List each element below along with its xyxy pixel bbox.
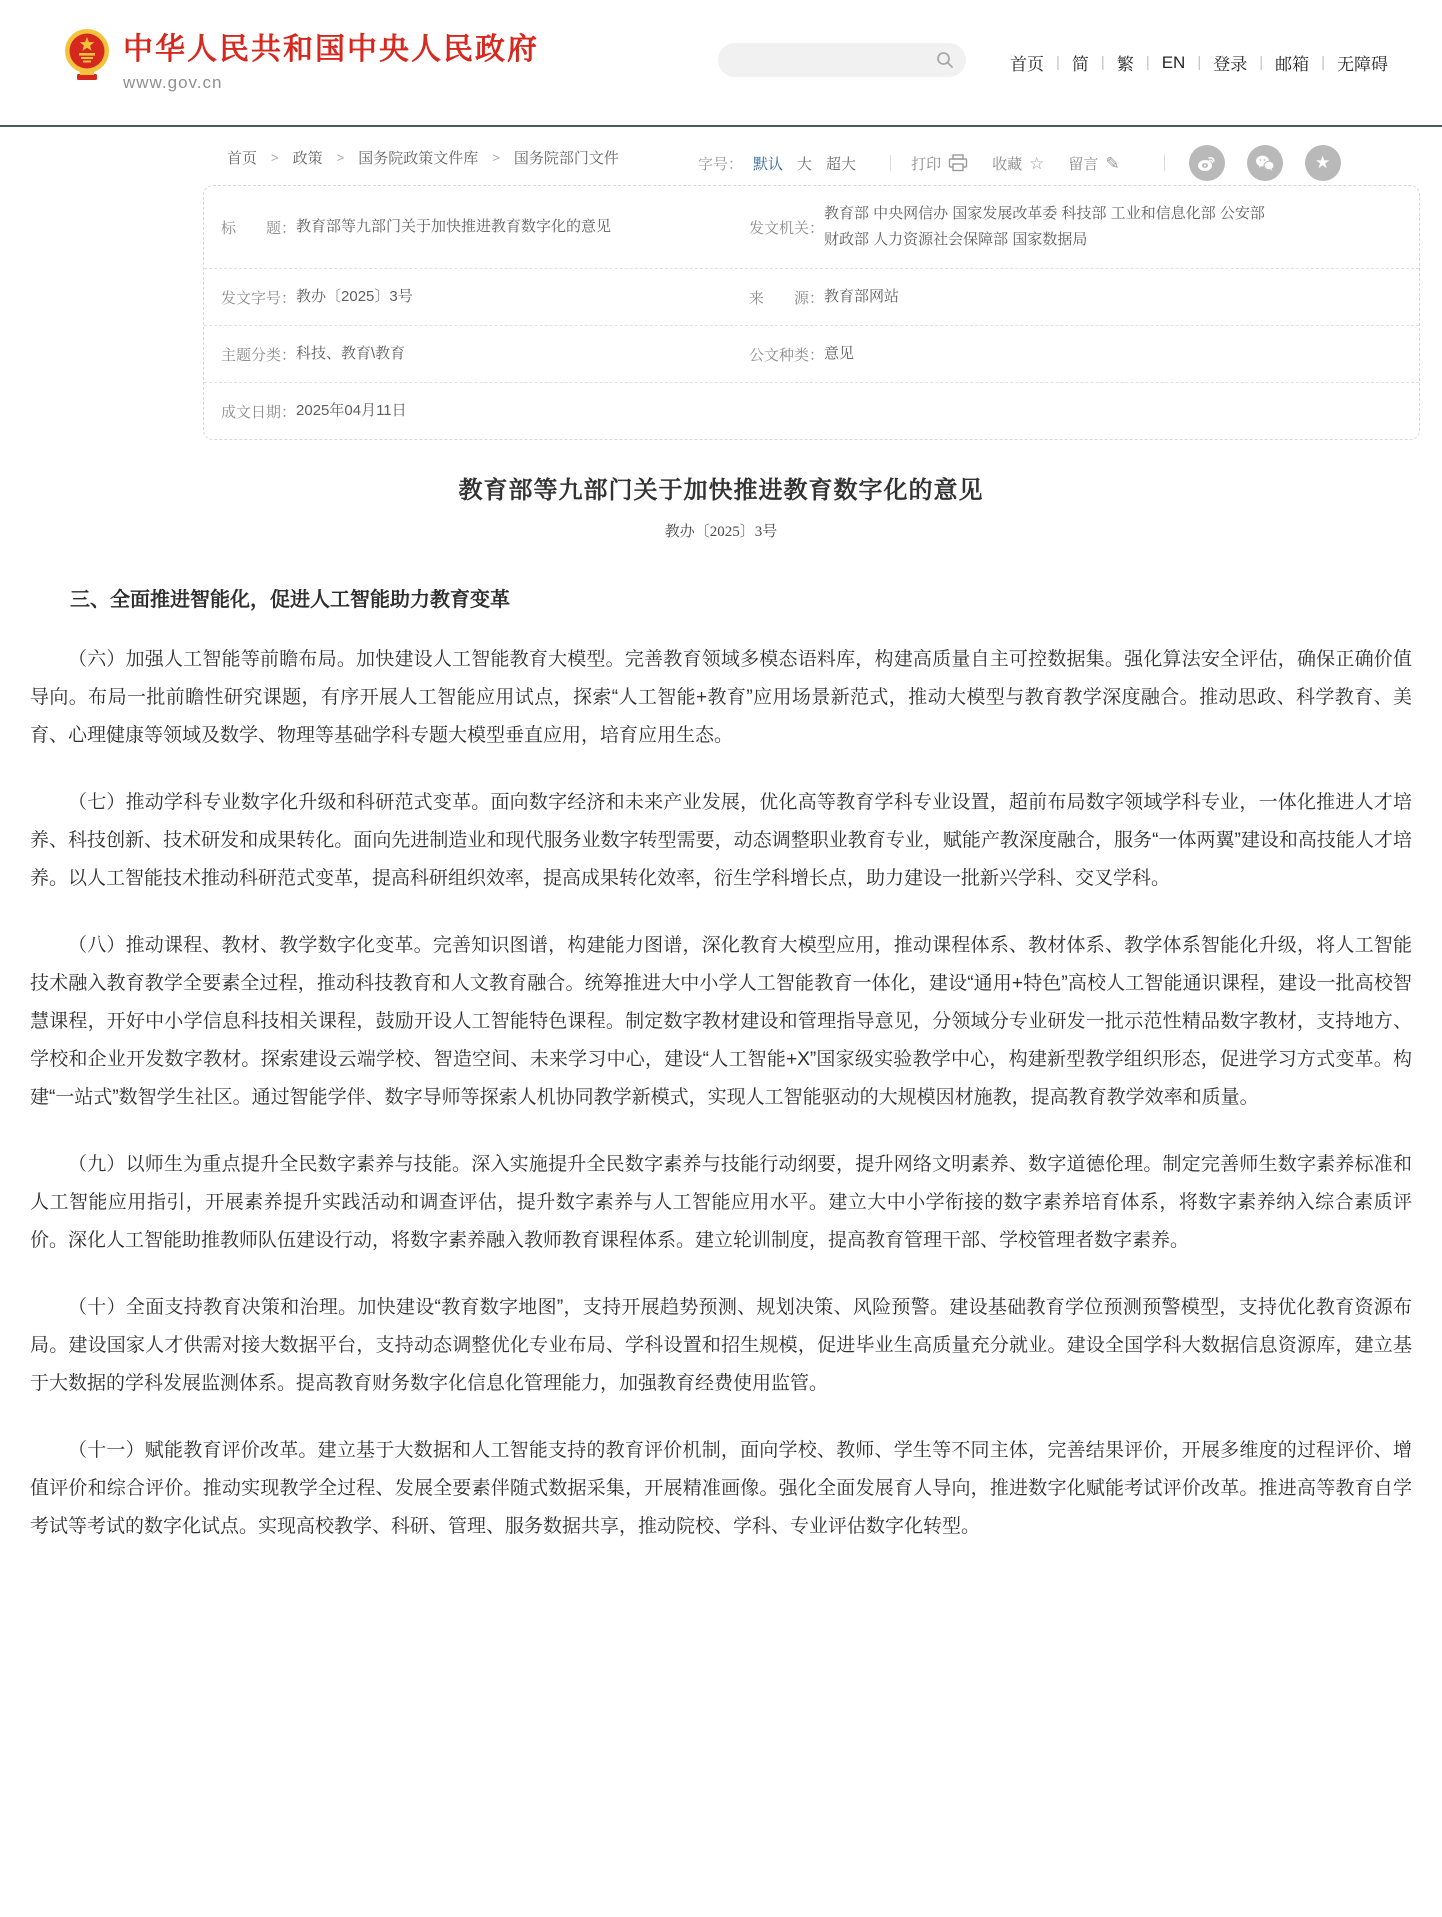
site-url: www.gov.cn — [123, 73, 223, 92]
article-body — [30, 470, 1412, 1546]
meta-value: 教育部等九部门关于加快推进教育数字化的意见 — [296, 218, 612, 235]
favorite-button[interactable] — [992, 153, 1044, 174]
meta-row — [204, 326, 1419, 383]
subheader-row — [0, 127, 1442, 185]
section-heading: 三、全面推进智能化，促进人工智能助力教育变革 — [70, 589, 510, 611]
meta-label: 成文日期： — [221, 403, 297, 421]
font-size-label: 字号： — [698, 155, 744, 173]
breadcrumb — [227, 147, 619, 168]
body-paragraph: （八）推动课程、教材、教学数字化变革。完善知识图谱，构建能力图谱，深化教育大模型应用，推动课程体系、教材体系、教学体系智能化升级，将人工智能技术融入教育教学全要素全过程，推动科技教育和人文教育融合。统筹推进大中小学人工智能教育一体化，建设“通用+特色”高校人工智能通识课程，建设一批高校智慧课程，开好中小学信息科技相关课程，鼓励开设人工智能特色课程。制定数字教材建设和管理指导意见，分领域分专业研发一批示范性精品数字教材，支持地方、学校和企业开发数字教材。探索建设云端学校、智造空间、未来学习中心，建设“人工智能+X”国家级实验教学中心，构建新型教学组织形态，促进学习方式变革。构建“一站式”数智学生社区。通过智能学伴、数字导师等探索人机协同教学新模式，实现人工智能驱动的大规模因材施教，提高教育教学效率和质量。 — [30, 935, 1412, 1108]
nav-home[interactable]: 首页 — [1010, 55, 1044, 74]
search-icon[interactable] — [936, 51, 954, 69]
breadcrumb-policy-library[interactable]: 国务院政策文件库 — [358, 150, 479, 167]
meta-value: 意见 — [824, 345, 855, 362]
national-emblem-icon — [64, 26, 110, 82]
document-meta-table — [203, 185, 1420, 440]
page-toolbar — [698, 145, 1341, 181]
meta-row — [204, 383, 1419, 439]
meta-label: 来 源： — [749, 289, 825, 307]
nav-mail[interactable]: 邮箱 — [1275, 55, 1310, 74]
font-size-default-button[interactable]: 默认 — [753, 155, 784, 173]
font-size-xlarge-button[interactable]: 超大 — [826, 155, 857, 173]
share-buttons — [1189, 145, 1341, 181]
meta-label: 标 题： — [221, 219, 297, 237]
body-paragraph: （六）加强人工智能等前瞻布局。加快建设人工智能教育大模型。完善教育领域多模态语料库，构建高质量自主可控数据集。强化算法安全评估，确保正确价值导向。布局一批前瞻性研究课题，有序开展人工智能应用试点，探索“人工智能+教育”应用场景新范式，推动大模型与教育教学深度融合。推动思政、科学教育、美育、心理健康等领域及数学、物理等基础学科专题大模型垂直应用，培育应用生态。 — [30, 649, 1412, 746]
meta-value: 2025年04月11日 — [296, 402, 407, 419]
site-title-block — [123, 26, 539, 93]
body-paragraph: （七）推动学科专业数字化升级和科研范式变革。面向数字经济和未来产业发展，优化高等教育学科专业设置，超前布局数字领域学科专业，一体化推进人才培养、科技创新、技术研发和成果转化。面向先进制造业和现代服务业数字转型需要，动态调整职业教育专业，赋能产教深度融合，服务“一体两翼”建设和高技能人才培养。以人工智能技术推动科研范式变革，提高科研组织效率，提高成果转化效率，衍生学科增长点，助力建设一批新兴学科、交叉学科。 — [30, 792, 1412, 889]
share-weibo-button[interactable] — [1189, 145, 1225, 181]
search-box[interactable] — [718, 43, 966, 77]
meta-cell-title — [204, 186, 732, 268]
star-outline-icon: ☆ — [1029, 153, 1045, 173]
breadcrumb-separator — [271, 150, 279, 165]
font-size-large-button[interactable]: 大 — [797, 155, 813, 173]
meta-cell-date — [204, 383, 732, 439]
breadcrumb-department-docs[interactable]: 国务院部门文件 — [513, 150, 619, 167]
meta-row — [204, 269, 1419, 326]
breadcrumb-separator — [492, 150, 500, 165]
article-title: 教育部等九部门关于加快推进教育数字化的意见 — [458, 477, 984, 504]
meta-label: 发文机关： — [749, 219, 825, 237]
comment-label: 留言 — [1068, 155, 1099, 173]
toolbar-divider — [890, 155, 891, 171]
meta-row — [204, 186, 1419, 269]
nav-accessibility[interactable]: 无障碍 — [1337, 55, 1389, 74]
meta-value: 教办〔2025〕3号 — [296, 288, 413, 305]
toolbar-divider — [1164, 155, 1165, 171]
nav-english[interactable]: EN — [1161, 52, 1186, 72]
body-paragraph: （十）全面支持教育决策和治理。加快建设“教育数字地图”，支持开展趋势预测、规划决策、风险预警。建设基础教育学位预测预警模型，支持优化教育资源布局。建设国家人才供需对接大数据平台，支持动态调整优化专业布局、学科设置和招生规模，促进毕业生高质量充分就业。建设全国学科大数据信息资源库，建立基于大数据的学科发展监测体系。提高教育财务数字化信息化管理能力，加强教育经费使用监管。 — [30, 1297, 1412, 1394]
meta-label: 主题分类： — [221, 346, 297, 364]
meta-cell-doc-number — [204, 269, 732, 325]
site-logo[interactable] — [64, 26, 539, 93]
meta-value: 教育部网站 — [824, 288, 900, 305]
breadcrumb-separator — [337, 150, 345, 165]
article-doc-number: 教办〔2025〕3号 — [664, 524, 778, 540]
nav-traditional[interactable]: 繁 — [1116, 55, 1134, 74]
meta-label: 公文种类： — [749, 346, 825, 364]
meta-value: 教育部 中央网信办 国家发展改革委 科技部 工业和信息化部 公安部 财政部 人力资源社会保障部 国家数据局 — [824, 205, 1265, 248]
breadcrumb-policy[interactable]: 政策 — [292, 150, 323, 167]
meta-value: 科技、教育\教育 — [296, 345, 406, 362]
nav-login[interactable]: 登录 — [1213, 55, 1248, 74]
breadcrumb-home[interactable]: 首页 — [227, 150, 258, 167]
share-wechat-button[interactable] — [1247, 145, 1283, 181]
body-paragraph: （十一）赋能教育评价改革。建立基于大数据和人工智能支持的教育评价机制，面向学校、教师、学生等不同主体，完善结果评价，开展多维度的过程评价、增值评价和综合评价。推动实现教学全过程、发展全要素伴随式数据采集，开展精准画像。强化全面发展育人导向，推进数字化赋能考试评价改革。推进高等教育自学考试等考试的数字化试点。实现高校教学、科研、管理、服务数据共享，推动院校、学科、专业评估数字化转型。 — [30, 1440, 1412, 1537]
meta-cell-topic-category — [204, 326, 732, 382]
weibo-icon — [1197, 154, 1217, 172]
meta-cell-empty — [732, 383, 1419, 439]
meta-cell-doc-type — [732, 326, 1419, 382]
body-paragraph: （九）以师生为重点提升全民数字素养与技能。深入实施提升全民数字素养与技能行动纲要，提升网络文明素养、数字道德伦理。制定完善师生数字素养标准和人工智能应用指引，开展素养提升实践活动和调查评估，提升数字素养与人工智能应用水平。建立大中小学衔接的数字素养培育体系，将数字素养纳入综合素质评价。深化人工智能助推教师队伍建设行动，将数字素养融入教师教育课程体系。建立轮训制度，提高教育管理干部、学校管理者数字素养。 — [30, 1154, 1412, 1251]
comment-button[interactable] — [1068, 153, 1119, 174]
wechat-icon — [1255, 154, 1275, 172]
share-favorite-button[interactable] — [1305, 145, 1341, 181]
favorite-label: 收藏 — [992, 155, 1023, 173]
print-button[interactable] — [911, 153, 968, 174]
print-label: 打印 — [911, 155, 942, 173]
nav-simplified[interactable]: 简 — [1071, 55, 1089, 74]
star-icon: ★ — [1314, 153, 1331, 172]
search-input[interactable] — [730, 52, 936, 69]
top-navigation — [998, 50, 1400, 75]
pencil-icon: ✎ — [1105, 153, 1120, 173]
meta-label: 发文字号： — [221, 289, 297, 307]
printer-icon — [948, 154, 968, 172]
site-title: 中华人民共和国中央人民政府 — [123, 33, 539, 66]
meta-cell-source — [732, 269, 1419, 325]
meta-cell-issuing-agency — [732, 186, 1419, 268]
site-header — [0, 0, 1442, 127]
